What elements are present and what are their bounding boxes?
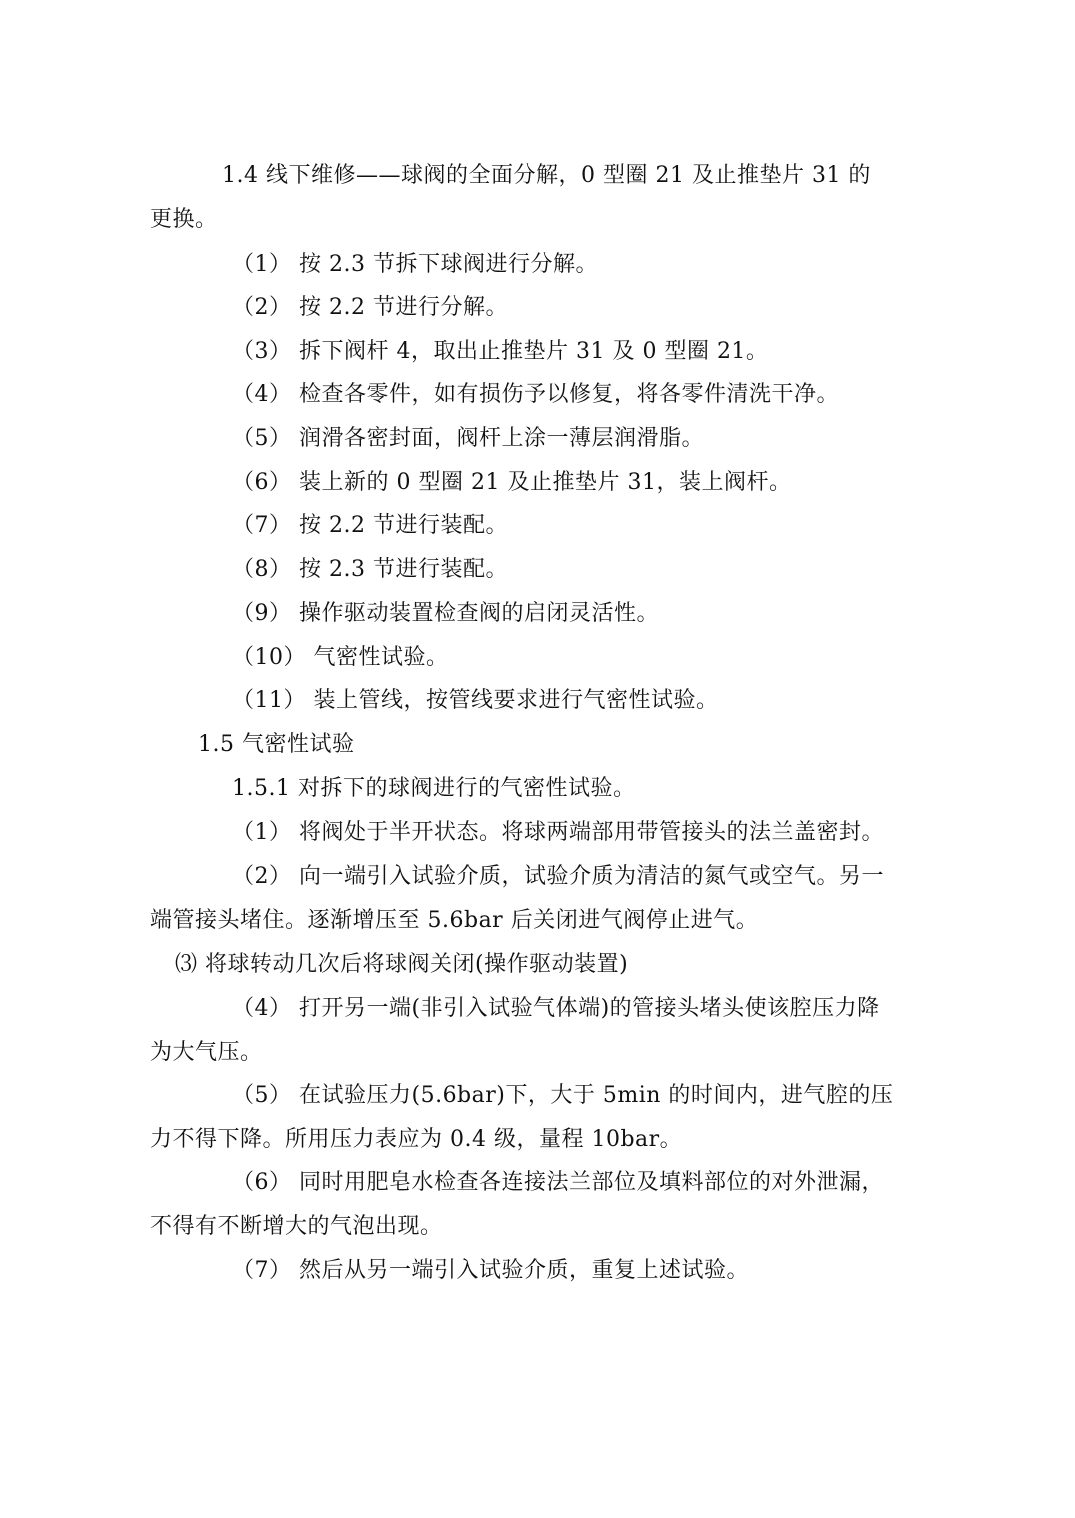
- test-step-3: ⑶ 将球转动几次后将球阀关闭(操作驱动装置): [175, 952, 629, 977]
- test-step-4: （4） 打开另一端(非引入试验气体端)的管接头堵头使该腔压力降: [232, 996, 880, 1021]
- heading-1-4: 1.4 线下维修——球阀的全面分解，0 型圈 21 及止推垫片 31 的: [222, 163, 871, 188]
- list-item-6: （6） 装上新的 0 型圈 21 及止推垫片 31，装上阀杆。: [232, 470, 792, 495]
- text-line: 力不得下降。所用压力表应为 0.4 级，量程 10bar。: [150, 1127, 683, 1152]
- list-item-5: （5） 润滑各密封面，阀杆上涂一薄层润滑脂。: [232, 426, 704, 451]
- list-item-10: （10） 气密性试验。: [232, 645, 449, 670]
- heading-1-5: 1.5 气密性试验: [198, 732, 355, 757]
- list-item-1: （1） 按 2.3 节拆下球阀进行分解。: [232, 252, 598, 277]
- text-line: 为大气压。: [150, 1040, 263, 1065]
- list-item-7: （7） 按 2.2 节进行装配。: [232, 513, 508, 538]
- list-item-8: （8） 按 2.3 节进行装配。: [232, 557, 508, 582]
- test-step-1: （1） 将阀处于半开状态。将球两端部用带管接头的法兰盖密封。: [232, 820, 884, 845]
- text-line: 更换。: [150, 207, 218, 232]
- test-step-6: （6） 同时用肥皂水检查各连接法兰部位及填料部位的对外泄漏，: [232, 1170, 884, 1195]
- test-step-2: （2） 向一端引入试验介质，试验介质为清洁的氮气或空气。另一: [232, 864, 884, 889]
- list-item-2: （2） 按 2.2 节进行分解。: [232, 295, 508, 320]
- test-step-5: （5） 在试验压力(5.6bar)下，大于 5min 的时间内，进气腔的压: [232, 1083, 894, 1108]
- list-item-11: （11） 装上管线，按管线要求进行气密性试验。: [232, 688, 719, 713]
- test-step-7: （7） 然后从另一端引入试验介质，重复上述试验。: [232, 1258, 749, 1283]
- text-line: 端管接头堵住。逐渐增压至 5.6bar 后关闭进气阀停止进气。: [150, 908, 759, 933]
- list-item-9: （9） 操作驱动装置检查阀的启闭灵活性。: [232, 601, 659, 626]
- list-item-3: （3） 拆下阀杆 4，取出止推垫片 31 及 0 型圈 21。: [232, 339, 769, 364]
- text-line: 不得有不断增大的气泡出现。: [150, 1214, 443, 1239]
- list-item-4: （4） 检查各零件，如有损伤予以修复，将各零件清洗干净。: [232, 382, 839, 407]
- heading-1-5-1: 1.5.1 对拆下的球阀进行的气密性试验。: [232, 776, 636, 801]
